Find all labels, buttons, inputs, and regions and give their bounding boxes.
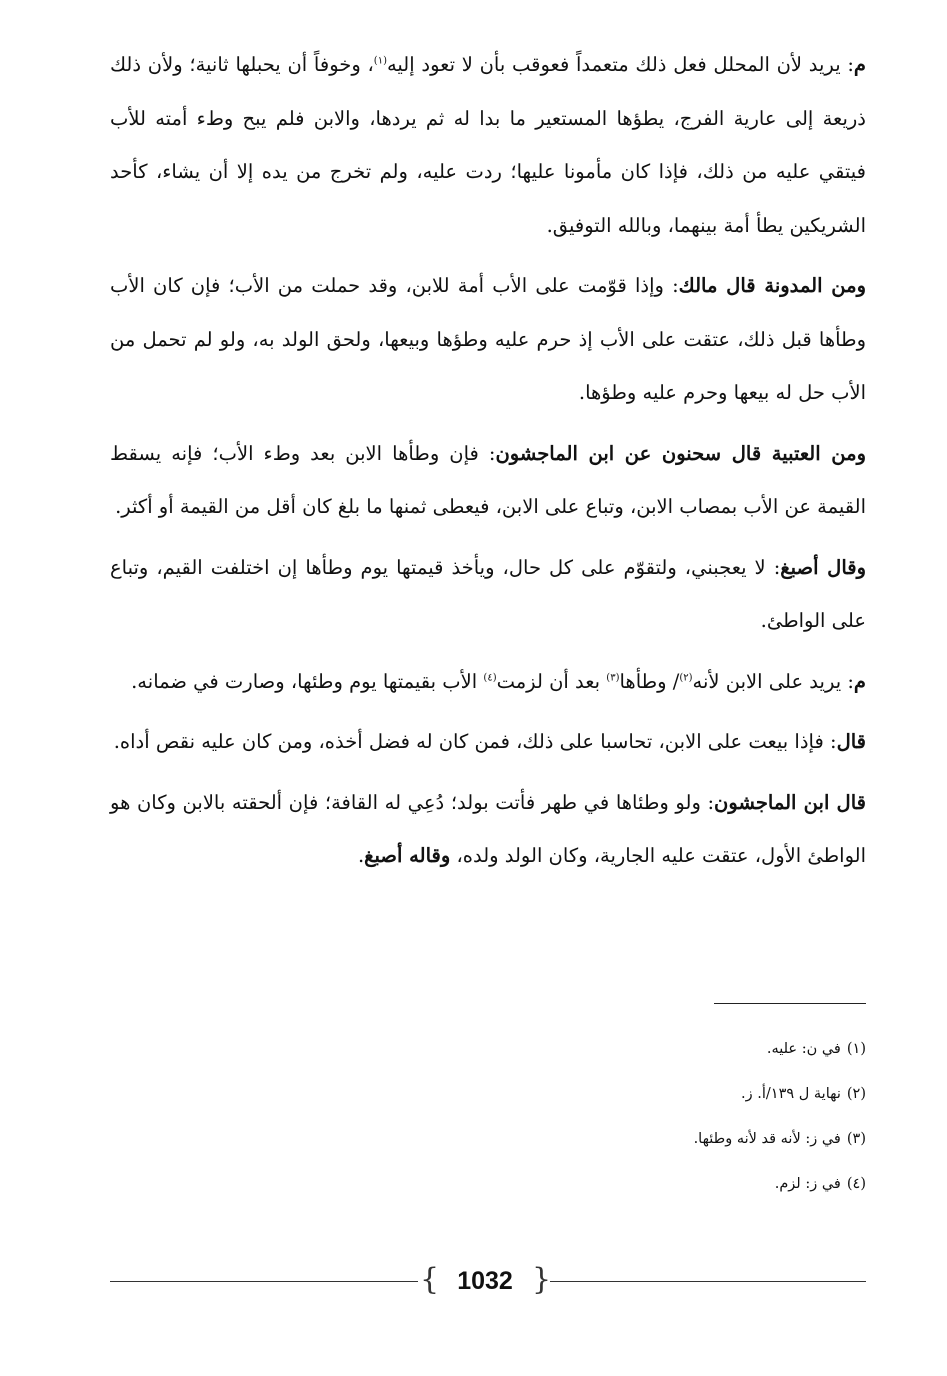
footnote-ref: (٤): [483, 672, 497, 683]
footnote: [110, 1038, 866, 1060]
folio-rule-left: [110, 1281, 418, 1282]
footnote-number: (٤): [846, 1176, 866, 1192]
paragraph-text: الأب بقيمتها يوم وطئها، وصارت في ضمانه.: [131, 669, 484, 693]
speaker-lead: وقال أصبغ: [780, 555, 867, 579]
footnote: [110, 1173, 866, 1195]
speaker-lead: م: [853, 669, 866, 693]
paragraph-text: : فإن وطأها الابن بعد وطء الأب؛ فإنه يسقط القيمة عن الأب بمصاب الابن، وتباع على الابن، فيعطى ثمنها ما بلغ كان أقل من القيمة أو أكثر.: [110, 441, 866, 518]
footnote-ref: (٣): [606, 672, 620, 683]
paragraph-text: بعد أن لزمت: [496, 669, 607, 693]
folio-brace-right: }: [532, 1262, 552, 1297]
footnote-text: في ز: لأنه قد لأنه وطئها.: [693, 1131, 841, 1147]
paragraph-text: ، وخوفاً أن يحبلها ثانية؛ ولأن ذلك ذريعة إلى عارية الفرج، يطؤها المستعير ما بدا له ثم يردها، والابن فلم يبح وطء أمته للأب فيتقي عليه من ذلك، فإذا كان مأمونا عليها؛ ردت عليه، ولم تخرج من يده إلا أن يشاء، كأحد الشريكين يطأ أمة بينهما، وبالله التوفيق.: [110, 53, 866, 237]
paragraph: [110, 259, 866, 420]
footnote-text: نهاية ل ١٣٩/أ. ز.: [741, 1086, 841, 1102]
speaker-lead: قال: [836, 730, 866, 753]
main-text: [110, 38, 866, 890]
paragraph: [110, 655, 866, 709]
footnote-text: في ن: عليه.: [766, 1041, 841, 1057]
speaker-lead: قال ابن الماجشون: [714, 790, 866, 814]
paragraph-text: : يريد لأن المحلل فعل ذلك متعمداً فعوقب بأن لا تعود إليه: [386, 53, 854, 76]
footnote-text: في ز: لزم.: [774, 1176, 841, 1192]
paragraph-text: : ولو وطئاها في طهر فأتت بولد؛ دُعِي له القافة؛ فإن ألحقته بالابن وكان هو الواطئ الأول، عتقت عليه الجارية، وكان الولد ولده،: [110, 790, 866, 867]
paragraph: [110, 427, 866, 534]
paragraph: [110, 776, 866, 883]
speaker-lead: وقاله أصبغ: [364, 844, 451, 867]
footnote-ref: (١): [373, 55, 387, 67]
footnote-number: (٢): [846, 1086, 866, 1102]
footnote-number: (٣): [846, 1131, 866, 1147]
folio-brace-left: {: [420, 1262, 440, 1297]
speaker-lead: ومن العتبية قال سحنون عن ابن الماجشون: [495, 441, 866, 465]
footnotes: [110, 1038, 866, 1218]
speaker-lead: ومن المدونة قال مالك: [678, 274, 866, 297]
paragraph-text: : فإذا بيعت على الابن، تحاسبا على ذلك، فمن كان له فضل أخذه، ومن كان عليه نقص أداه.: [113, 730, 837, 753]
footnote: [110, 1083, 866, 1105]
paragraph-text: / وطأها: [619, 669, 680, 693]
paragraph-text: .: [357, 844, 365, 867]
footnote-number: (١): [846, 1041, 866, 1057]
footnote-separator: [714, 1003, 866, 1004]
paragraph-text: : لا يعجبني، ولتقوّم على كل حال، ويأخذ قيمتها يوم وطأها إن اختلفت القيم، وتباع على الواطئ.: [110, 555, 866, 632]
page-number: 1032: [457, 1267, 513, 1295]
footnote: [110, 1128, 866, 1150]
folio-rule-right: [550, 1281, 866, 1282]
paragraph-text: : يريد على الابن لأنه: [692, 669, 854, 693]
paragraph: [110, 715, 866, 769]
paragraph: [110, 38, 866, 252]
speaker-lead: م: [853, 53, 866, 76]
paragraph: [110, 541, 866, 648]
footnote-ref: (٢): [679, 672, 693, 683]
paragraph-text: : وإذا قوّمت على الأب أمة للابن، وقد حملت من الأب؛ فإن كان الأب وطأها قبل ذلك، عتقت على الأب إذ حرم عليه وطؤها وبيعها، ولحق الولد به، ولو لم تحمل من الأب حل له بيعها وحرم عليه وطؤها.: [110, 274, 866, 404]
